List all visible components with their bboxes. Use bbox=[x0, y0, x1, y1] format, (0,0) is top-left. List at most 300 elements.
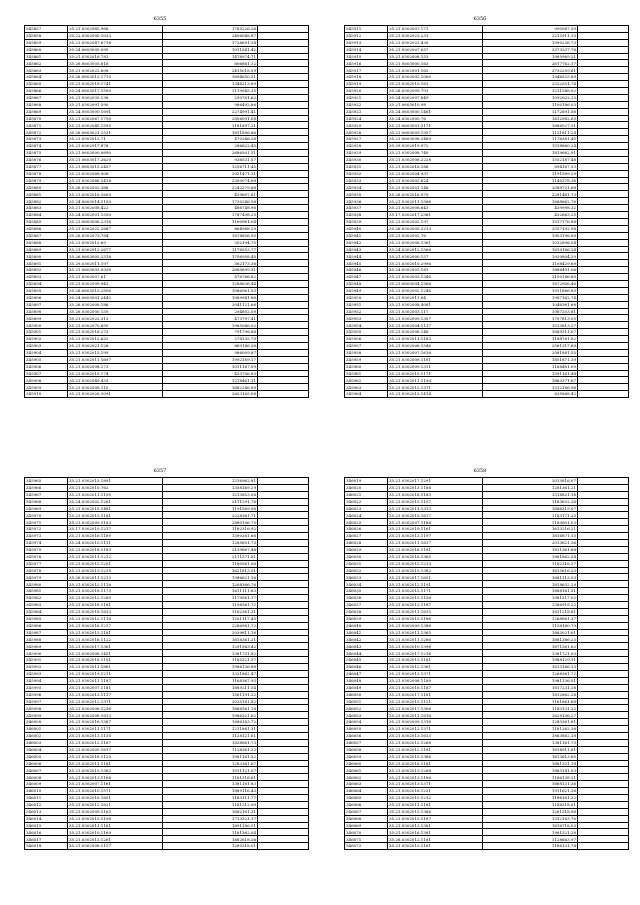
empty-cell bbox=[258, 88, 309, 95]
empty-cell bbox=[258, 81, 309, 88]
parcel-code-cell: 35.26.0603005.2316 bbox=[68, 253, 163, 260]
empty-cell bbox=[258, 315, 309, 322]
row-id-cell: 345973 bbox=[25, 533, 68, 540]
amount-cell: 1181312.99 bbox=[163, 801, 258, 808]
table-row bbox=[345, 498, 629, 505]
table-row bbox=[345, 150, 629, 157]
amount-cell: 1181362.04 bbox=[163, 829, 258, 836]
parcel-code-cell: 35.21.0302008.110 bbox=[68, 384, 163, 391]
row-id-cell: 346009 bbox=[25, 781, 68, 788]
row-id-cell: 346004 bbox=[25, 746, 68, 753]
row-id-cell: 345971 bbox=[25, 519, 68, 526]
empty-cell bbox=[578, 629, 629, 636]
table-row bbox=[25, 267, 309, 274]
amount-cell: 936531.57 bbox=[163, 156, 258, 163]
parcel-code-cell: 35.21.0302023.231 bbox=[388, 32, 483, 39]
amount-cell: 1812862.28 bbox=[483, 691, 578, 698]
amount-cell: 1883862.18 bbox=[483, 732, 578, 739]
amount-cell: 1668862.76 bbox=[483, 198, 578, 205]
table-row bbox=[25, 274, 309, 281]
row-id-cell: 346048 bbox=[345, 677, 388, 684]
amount-cell: 1183601.03 bbox=[483, 519, 578, 526]
amount-cell: 439998.32 bbox=[483, 205, 578, 212]
empty-cell bbox=[578, 336, 629, 343]
row-id-cell: 346031 bbox=[345, 560, 388, 567]
empty-cell bbox=[258, 602, 309, 609]
parcel-code-cell: 35.21.0302007.171 bbox=[388, 26, 483, 33]
table-row bbox=[345, 519, 629, 526]
parcel-code-cell: 35.21.0302016.1651 bbox=[68, 794, 163, 801]
row-id-cell: 345979 bbox=[25, 574, 68, 581]
parcel-code-cell: 35.21.0302008.1361 bbox=[388, 239, 483, 246]
table-row bbox=[345, 670, 629, 677]
amount-cell: 1611111.63 bbox=[163, 588, 258, 595]
amount-cell: 2013816.07 bbox=[483, 478, 578, 485]
parcel-code-cell: 35.21.0302002.197 bbox=[388, 218, 483, 225]
table-row bbox=[345, 287, 629, 294]
table-row bbox=[345, 274, 629, 281]
row-id-cell: 345952 bbox=[345, 308, 388, 315]
amount-cell: 876766.82 bbox=[163, 274, 258, 281]
parcel-code-cell: 35.21.0302012.1116 bbox=[68, 615, 163, 622]
row-id-cell: 346041 bbox=[345, 629, 388, 636]
row-id-cell: 345964 bbox=[345, 391, 388, 398]
parcel-code-cell: 35.21.0302012.1371 bbox=[388, 726, 483, 733]
table-row bbox=[345, 808, 629, 815]
row-id-cell: 346021 bbox=[345, 491, 388, 498]
amount-cell: 2213911.15 bbox=[483, 32, 578, 39]
empty-cell bbox=[578, 46, 629, 53]
parcel-code-cell: 35.21.0603004.1566 bbox=[388, 280, 483, 287]
table-row bbox=[345, 122, 629, 129]
row-id-cell: 345999 bbox=[25, 712, 68, 719]
parcel-code-cell: 35.21.0302017.1216 bbox=[388, 650, 483, 657]
empty-cell bbox=[258, 705, 309, 712]
row-id-cell: 345984 bbox=[25, 608, 68, 615]
amount-cell: 1883181.03 bbox=[483, 767, 578, 774]
row-id-cell: 345925 bbox=[345, 122, 388, 129]
parcel-code-cell: 35.21.0302018.1183 bbox=[68, 546, 163, 553]
table-row bbox=[345, 26, 629, 33]
parcel-code-cell: 35.21.0603010.98 bbox=[388, 101, 483, 108]
table-row bbox=[25, 540, 309, 547]
parcel-code-cell: 35.21.0302006.1546 bbox=[388, 342, 483, 349]
table-row bbox=[345, 88, 629, 95]
empty-cell bbox=[258, 198, 309, 205]
table-row bbox=[345, 67, 629, 74]
row-id-cell: 345976 bbox=[25, 553, 68, 560]
parcel-code-cell: 35.21.0302067.1790 bbox=[68, 115, 163, 122]
table-row bbox=[345, 53, 629, 60]
table-row bbox=[25, 615, 309, 622]
empty-cell bbox=[258, 815, 309, 822]
row-id-cell: 345941 bbox=[345, 232, 388, 239]
row-id-cell: 346061 bbox=[345, 767, 388, 774]
parcel-code-cell: 35.21.0302009.1357 bbox=[388, 315, 483, 322]
table-row bbox=[25, 491, 309, 498]
empty-cell bbox=[258, 280, 309, 287]
amount-cell: 1381161.73 bbox=[483, 739, 578, 746]
amount-cell: 1819662.91 bbox=[483, 150, 578, 157]
table-row bbox=[25, 622, 309, 629]
row-id-cell: 345890 bbox=[25, 253, 68, 260]
parcel-code-cell: 35.24.0603005.095 bbox=[68, 46, 163, 53]
row-id-cell: 346030 bbox=[345, 553, 388, 560]
empty-cell bbox=[578, 505, 629, 512]
parcel-code-cell: 35.21.0302001.163 bbox=[388, 67, 483, 74]
empty-cell bbox=[258, 843, 309, 850]
row-id-cell: 345911 bbox=[345, 26, 388, 33]
parcel-code-cell: 35.26.0603021.2531 bbox=[68, 129, 163, 136]
table-row bbox=[25, 94, 309, 101]
parcel-code-cell: 35.21.0302016.1122 bbox=[68, 636, 163, 643]
amount-cell: 1108429.69 bbox=[483, 260, 578, 267]
row-id-cell: 346002 bbox=[25, 732, 68, 739]
empty-cell bbox=[258, 629, 309, 636]
amount-cell: 1981317.02 bbox=[483, 595, 578, 602]
row-id-cell: 346042 bbox=[345, 636, 388, 643]
amount-cell: 1256711.45 bbox=[163, 163, 258, 170]
table-row bbox=[345, 843, 629, 850]
empty-cell bbox=[578, 129, 629, 136]
table-row bbox=[345, 650, 629, 657]
empty-cell bbox=[578, 712, 629, 719]
parcel-code-cell: 35.26.0302003.368 bbox=[68, 184, 163, 191]
parcel-code-cell: 35.21.0302009.1311 bbox=[388, 363, 483, 370]
amount-cell: 2322551.74 bbox=[483, 81, 578, 88]
empty-cell bbox=[578, 94, 629, 101]
empty-cell bbox=[258, 595, 309, 602]
empty-cell bbox=[578, 581, 629, 588]
parcel-code-cell: 35.21.0302017.1361 bbox=[68, 643, 163, 650]
amount-cell: 362173.36 bbox=[163, 260, 258, 267]
parcel-code-cell: 35.24.0302010.1111 bbox=[68, 540, 163, 547]
row-id-cell: 345862 bbox=[25, 60, 68, 67]
table-row bbox=[345, 746, 629, 753]
row-id-cell: 346014 bbox=[25, 815, 68, 822]
row-id-cell: 345861 bbox=[25, 53, 68, 60]
parcel-code-cell: 35.21.0302013.1386 bbox=[388, 808, 483, 815]
empty-cell bbox=[578, 746, 629, 753]
empty-cell bbox=[578, 794, 629, 801]
empty-cell bbox=[258, 691, 309, 698]
row-id-cell: 345874 bbox=[25, 143, 68, 150]
row-id-cell: 345972 bbox=[25, 526, 68, 533]
parcel-code-cell: 35.21.0302013.1136 bbox=[388, 595, 483, 602]
parcel-code-cell: 35.21.0302008.422 bbox=[68, 205, 163, 212]
empty-cell bbox=[258, 53, 309, 60]
empty-cell bbox=[258, 829, 309, 836]
empty-cell bbox=[578, 829, 629, 836]
empty-cell bbox=[578, 608, 629, 615]
document-page-1 bbox=[0, 0, 320, 452]
empty-cell bbox=[258, 301, 309, 308]
amount-cell: 1611218.61 bbox=[483, 608, 578, 615]
parcel-code-cell: 35.26.0302011.1213 bbox=[68, 574, 163, 581]
table-row bbox=[25, 349, 309, 356]
empty-cell bbox=[258, 657, 309, 664]
empty-cell bbox=[258, 643, 309, 650]
parcel-code-cell: 35.21.0302008.153 bbox=[388, 53, 483, 60]
row-id-cell: 345863 bbox=[25, 67, 68, 74]
table-row bbox=[345, 232, 629, 239]
amount-cell: 1381731.82 bbox=[163, 650, 258, 657]
table-row bbox=[25, 184, 309, 191]
amount-cell: 1613216.21 bbox=[483, 526, 578, 533]
amount-cell: 1201117.45 bbox=[163, 615, 258, 622]
row-id-cell: 346028 bbox=[345, 540, 388, 547]
table-row bbox=[345, 491, 629, 498]
table-row bbox=[345, 664, 629, 671]
amount-cell: 1990236.73 bbox=[483, 39, 578, 46]
parcel-code-cell: 35.21.0302012.1191 bbox=[388, 581, 483, 588]
table-row bbox=[25, 246, 309, 253]
amount-cell: 1819166.24 bbox=[483, 246, 578, 253]
parcel-code-cell: 35.21.0302026.3091 bbox=[68, 391, 163, 398]
row-id-cell: 346005 bbox=[25, 753, 68, 760]
row-id-cell: 346069 bbox=[345, 822, 388, 829]
row-id-cell: 345917 bbox=[345, 67, 388, 74]
row-id-cell: 346070 bbox=[345, 829, 388, 836]
row-id-cell: 345946 bbox=[345, 267, 388, 274]
table-row bbox=[345, 39, 629, 46]
amount-cell: 2111291.76 bbox=[163, 498, 258, 505]
row-id-cell: 345951 bbox=[345, 301, 388, 308]
parcel-code-cell: 35.21.0603006.2460 bbox=[388, 136, 483, 143]
empty-cell bbox=[578, 349, 629, 356]
row-id-cell: 346040 bbox=[345, 622, 388, 629]
table-row bbox=[25, 677, 309, 684]
parcel-code-cell: 35.21.0302013.1135 bbox=[68, 732, 163, 739]
table-row bbox=[25, 801, 309, 808]
amount-cell: 1985969.21 bbox=[483, 53, 578, 60]
table-row bbox=[345, 81, 629, 88]
empty-cell bbox=[258, 546, 309, 553]
table-row bbox=[345, 788, 629, 795]
parcel-code-cell: 35.21.0302022.439 bbox=[388, 39, 483, 46]
parcel-code-cell: 35.21.0302012.1361 bbox=[388, 664, 483, 671]
table-row bbox=[25, 746, 309, 753]
row-id-cell: 345886 bbox=[25, 225, 68, 232]
table-row bbox=[345, 143, 629, 150]
row-id-cell: 345928 bbox=[345, 143, 388, 150]
document-page-4 bbox=[320, 452, 640, 904]
empty-cell bbox=[578, 232, 629, 239]
row-id-cell: 345953 bbox=[345, 315, 388, 322]
parcel-code-cell: 35.21.0302011.1313 bbox=[388, 505, 483, 512]
table-row bbox=[25, 788, 309, 795]
amount-cell: 2373237.76 bbox=[483, 46, 578, 53]
row-id-cell: 345966 bbox=[25, 484, 68, 491]
empty-cell bbox=[258, 732, 309, 739]
empty-cell bbox=[258, 478, 309, 485]
amount-cell: 2350074.68 bbox=[163, 177, 258, 184]
parcel-code-cell: 35.21.0302013.1371 bbox=[388, 781, 483, 788]
amount-cell: 202194.75 bbox=[163, 239, 258, 246]
amount-cell: 1686527.51 bbox=[483, 122, 578, 129]
row-id-cell: 345914 bbox=[345, 46, 388, 53]
table-row bbox=[345, 574, 629, 581]
amount-cell: 806861.32 bbox=[163, 60, 258, 67]
empty-cell bbox=[578, 540, 629, 547]
amount-cell: 1191589.29 bbox=[483, 170, 578, 177]
parcel-code-cell: 35.21.0302013.1187 bbox=[388, 815, 483, 822]
parcel-code-cell: 35.21.0302011.1365 bbox=[388, 629, 483, 636]
row-id-cell: 345881 bbox=[25, 191, 68, 198]
table-row bbox=[25, 767, 309, 774]
amount-cell: 2286981.72 bbox=[163, 622, 258, 629]
row-id-cell: 346045 bbox=[345, 657, 388, 664]
parcel-code-cell: 35.21.0603015.2457 bbox=[68, 163, 163, 170]
row-id-cell: 345987 bbox=[25, 629, 68, 636]
parcel-code-cell: 35.21.0302009.1386 bbox=[388, 622, 483, 629]
parcel-code-cell: 35.21.0302002.1246 bbox=[388, 287, 483, 294]
amount-cell: 1987162.74 bbox=[483, 294, 578, 301]
parcel-code-cell: 35.21.0302011.1212 bbox=[68, 553, 163, 560]
parcel-code-cell: 35.21.0302009.1163 bbox=[68, 808, 163, 815]
row-id-cell: 345948 bbox=[345, 280, 388, 287]
table-row bbox=[25, 478, 309, 485]
parcel-code-cell: 35.21.0302017.1181 bbox=[388, 691, 483, 698]
amount-cell: 1183111.77 bbox=[163, 794, 258, 801]
table-row bbox=[345, 315, 629, 322]
parcel-code-cell: 35.21.0302013.1121 bbox=[388, 698, 483, 705]
table-row bbox=[25, 67, 309, 74]
row-id-cell: 345989 bbox=[25, 643, 68, 650]
amount-cell: 1985946.02 bbox=[163, 322, 258, 329]
amount-cell: 1086961.53 bbox=[163, 287, 258, 294]
parcel-code-cell: 35.21.0302008.1451 bbox=[68, 650, 163, 657]
row-id-cell: 345937 bbox=[345, 205, 388, 212]
parcel-code-cell: 35.21.0302008.1181 bbox=[388, 356, 483, 363]
amount-cell: 986009.87 bbox=[163, 349, 258, 356]
empty-cell bbox=[258, 363, 309, 370]
empty-cell bbox=[258, 308, 309, 315]
amount-cell: 2686501.51 bbox=[163, 150, 258, 157]
table-row bbox=[345, 774, 629, 781]
table-row bbox=[25, 553, 309, 560]
empty-cell bbox=[578, 533, 629, 540]
row-id-cell: 345906 bbox=[25, 363, 68, 370]
row-id-cell: 345908 bbox=[25, 377, 68, 384]
empty-cell bbox=[258, 760, 309, 767]
empty-cell bbox=[258, 801, 309, 808]
amount-cell: 1181897.21 bbox=[163, 122, 258, 129]
amount-cell: 1981161.52 bbox=[163, 753, 258, 760]
row-id-cell: 346032 bbox=[345, 567, 388, 574]
empty-cell bbox=[258, 677, 309, 684]
table-row bbox=[25, 115, 309, 122]
table-row bbox=[345, 732, 629, 739]
row-id-cell: 345915 bbox=[345, 53, 388, 60]
empty-cell bbox=[258, 46, 309, 53]
empty-cell bbox=[258, 370, 309, 377]
amount-cell: 2242279.68 bbox=[163, 184, 258, 191]
amount-cell: 1838861.73 bbox=[163, 739, 258, 746]
amount-cell: 1681113.03 bbox=[483, 574, 578, 581]
table-row bbox=[25, 205, 309, 212]
parcel-code-cell: 35.21.0302047.6716 bbox=[68, 39, 163, 46]
table-row bbox=[25, 705, 309, 712]
parcel-code-cell: 35.21.0603005.0938 bbox=[68, 267, 163, 274]
parcel-code-cell: 35.21.0302035.138 bbox=[68, 94, 163, 101]
parcel-code-cell: 35.21.0302000.157 bbox=[388, 253, 483, 260]
amount-cell: 1390261.66 bbox=[163, 533, 258, 540]
parcel-code-cell: 35.21.0302017.1651 bbox=[388, 574, 483, 581]
row-id-cell: 345983 bbox=[25, 602, 68, 609]
parcel-code-cell: 35.21.0603009.1957 bbox=[388, 129, 483, 136]
amount-cell: 1889211.54 bbox=[163, 684, 258, 691]
parcel-code-cell: 35.21.0302013.1381 bbox=[388, 822, 483, 829]
table-row bbox=[25, 726, 309, 733]
table-row bbox=[25, 177, 309, 184]
amount-cell: 1920804.20 bbox=[483, 253, 578, 260]
table-row bbox=[25, 698, 309, 705]
table-row bbox=[25, 664, 309, 671]
row-id-cell: 345955 bbox=[345, 329, 388, 336]
row-id-cell: 346037 bbox=[345, 602, 388, 609]
parcel-code-cell: 35.26.0603013.1710 bbox=[68, 74, 163, 81]
parcel-code-cell: 35.26.0302000.159 bbox=[68, 308, 163, 315]
row-id-cell: 345949 bbox=[345, 287, 388, 294]
row-id-cell: 345985 bbox=[25, 615, 68, 622]
parcel-code-cell: 35.21.0302011.1616 bbox=[388, 712, 483, 719]
table-row bbox=[25, 129, 309, 136]
table-row bbox=[345, 801, 629, 808]
amount-cell: 2557192.96 bbox=[483, 225, 578, 232]
parcel-code-cell: 35.21.0302008.1157 bbox=[68, 843, 163, 850]
parcel-code-cell: 35.21.0603000.0690 bbox=[68, 150, 163, 157]
row-id-cell: 346008 bbox=[25, 774, 68, 781]
parcel-code-cell: 35.21.0302012.1268 bbox=[388, 739, 483, 746]
row-id-cell: 346025 bbox=[345, 519, 388, 526]
empty-cell bbox=[258, 608, 309, 615]
row-id-cell: 346035 bbox=[345, 588, 388, 595]
amount-cell: 1283361.61 bbox=[483, 719, 578, 726]
table-row bbox=[345, 205, 629, 212]
table-row bbox=[345, 377, 629, 384]
amount-cell: 1185321.37 bbox=[163, 657, 258, 664]
amount-cell: 1198361.72 bbox=[163, 602, 258, 609]
table-row bbox=[345, 705, 629, 712]
row-id-cell: 345988 bbox=[25, 636, 68, 643]
empty-cell bbox=[258, 581, 309, 588]
row-id-cell: 346015 bbox=[25, 822, 68, 829]
table-row bbox=[345, 94, 629, 101]
row-id-cell: 345986 bbox=[25, 622, 68, 629]
empty-cell bbox=[258, 384, 309, 391]
parcel-code-cell: 35.21.0302010.1396 bbox=[388, 643, 483, 650]
amount-cell: 1613616.33 bbox=[483, 567, 578, 574]
table-row bbox=[25, 342, 309, 349]
table-row bbox=[25, 719, 309, 726]
row-id-cell: 346066 bbox=[345, 801, 388, 808]
parcel-code-cell: 35.26.0603005.816 bbox=[68, 60, 163, 67]
table-row bbox=[25, 198, 309, 205]
parcel-code-cell: 35.21.0302009.1617 bbox=[68, 746, 163, 753]
parcel-code-cell: 35.21.0302013.1613 bbox=[388, 732, 483, 739]
amount-cell: 1911121.07 bbox=[163, 767, 258, 774]
empty-cell bbox=[578, 622, 629, 629]
parcel-code-cell: 35.26.0302005.2213 bbox=[388, 225, 483, 232]
row-id-cell: 345935 bbox=[345, 191, 388, 198]
empty-cell bbox=[258, 232, 309, 239]
empty-cell bbox=[578, 370, 629, 377]
amount-cell: 1278461.11 bbox=[163, 377, 258, 384]
parcel-code-cell: 35.21.0302010.1169 bbox=[68, 829, 163, 836]
parcel-code-cell: 35.21.0302013.1186 bbox=[388, 484, 483, 491]
amount-cell: 432663.25 bbox=[483, 212, 578, 219]
